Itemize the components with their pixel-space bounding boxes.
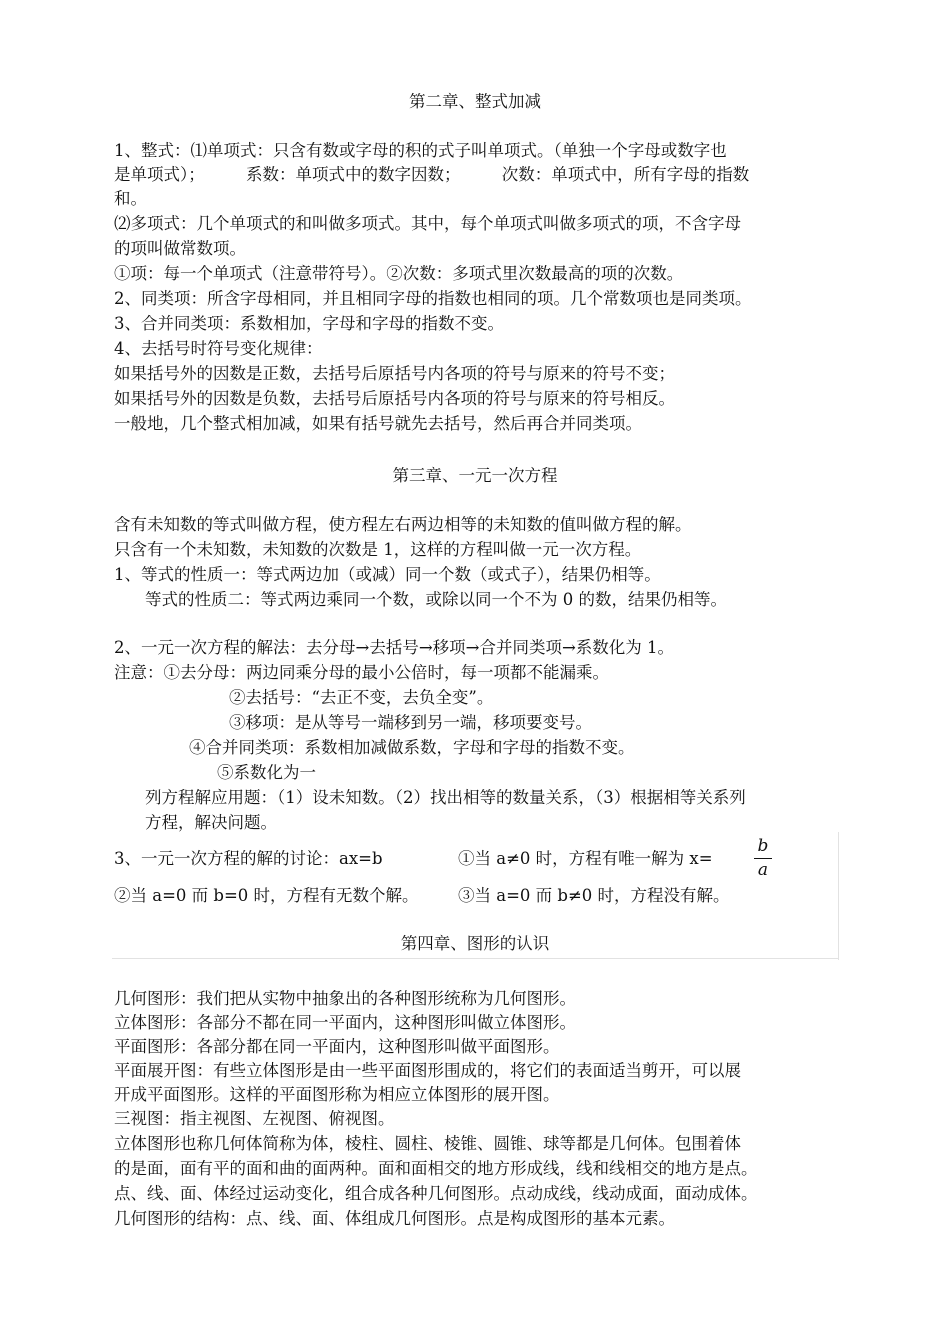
- ch3-line-2: 只含有一个未知数，未知数的次数是 1，这样的方程叫做一元一次方程。: [114, 540, 642, 559]
- ch2-line-6: ①项：每一个单项式（注意带符号）。②次数：多项式里次数最高的项的次数。: [114, 264, 684, 283]
- ch2-line-11: 如果括号外的因数是负数，去括号后原括号内各项的符号与原来的符号相反。: [114, 389, 675, 408]
- ch3-line-13-left: 3、一元一次方程的解的讨论：ax=b: [114, 849, 383, 868]
- fraction-bar: [754, 858, 772, 859]
- ch2-line-2: 是单项式）； 系数：单项式中的数字因数； 次数：单项式中，所有字母的指数: [114, 165, 750, 184]
- chapter-2-title: 第二章、整式加减: [409, 92, 541, 111]
- ch4-line-10: 几何图形的结构：点、线、面、体组成几何图形。点是构成图形的基本元素。: [114, 1209, 675, 1228]
- chapter-3-title: 第三章、一元一次方程: [392, 466, 558, 485]
- ch2-line-9: 4、去括号时符号变化规律：: [114, 339, 323, 358]
- ch2-line-8: 3、合并同类项：系数相加，字母和字母的指数不变。: [114, 314, 504, 333]
- table-border-horizontal: [112, 958, 839, 959]
- ch3-line-9: ④合并同类项：系数相加减做系数，字母和字母的指数不变。: [189, 738, 635, 757]
- ch4-line-2: 立体图形：各部分不都在同一平面内，这种图形叫做立体图形。: [114, 1013, 576, 1032]
- ch3-line-11: 列方程解应用题：（1）设未知数。（2）找出相等的数量关系，（3）根据相等关系列: [145, 788, 746, 807]
- fraction-b-over-a: [752, 836, 774, 882]
- ch3-line-1: 含有未知数的等式叫做方程，使方程左右两边相等的未知数的值叫做方程的解。: [114, 515, 692, 534]
- ch2-line-10: 如果括号外的因数是正数，去括号后原括号内各项的符号与原来的符号不变；: [114, 364, 675, 383]
- ch3-line-13-right: ①当 a≠0 时，方程有唯一解为 x=: [458, 849, 713, 868]
- ch2-line-1: 1、整式：⑴单项式：只含有数或字母的积的式子叫单项式。（单独一个字母或数字也: [114, 141, 727, 160]
- ch2-line-5: 的项叫做常数项。: [114, 239, 246, 258]
- ch3-line-8: ③移项：是从等号一端移到另一端，移项要变号。: [229, 713, 592, 732]
- ch3-line-3: 1、等式的性质一：等式两边加（或减）同一个数（或式子），结果仍相等。: [114, 565, 661, 584]
- ch3-line-10: ⑤系数化为一: [217, 763, 316, 782]
- ch3-line-6: 注意：①去分母：两边同乘分母的最小公倍时，每一项都不能漏乘。: [114, 663, 609, 682]
- ch2-line-4: ⑵多项式：几个单项式的和叫做多项式。其中，每个单项式叫做多项式的项，不含字母: [114, 214, 741, 233]
- ch4-line-9: 点、线、面、体经过运动变化，组合成各种几何图形。点动成线，线动成面，面动成体。: [114, 1184, 758, 1203]
- ch3-line-14-right: ③当 a=0 而 b≠0 时，方程没有解。: [458, 886, 730, 905]
- ch2-line-12: 一般地，几个整式相加减，如果有括号就先去括号，然后再合并同类项。: [114, 414, 642, 433]
- ch4-line-1: 几何图形：我们把从实物中抽象出的各种图形统称为几何图形。: [114, 989, 576, 1008]
- ch3-line-5: 2、一元一次方程的解法：去分母→去括号→移项→合并同类项→系数化为 1。: [114, 638, 675, 657]
- ch4-line-7: 立体图形也称几何体简称为体，棱柱、圆柱、棱锥、圆锥、球等都是几何体。包围着体: [114, 1134, 741, 1153]
- ch4-line-4: 平面展开图：有些立体图形是由一些平面图形围成的，将它们的表面适当剪开，可以展: [114, 1061, 741, 1080]
- fraction-numerator: b: [757, 836, 769, 856]
- ch2-line-7: 2、同类项：所含字母相同，并且相同字母的指数也相同的项。几个常数项也是同类项。: [114, 289, 752, 308]
- ch3-line-4: 等式的性质二：等式两边乘同一个数，或除以同一个不为 0 的数，结果仍相等。: [145, 590, 727, 609]
- ch3-line-7: ②去括号：“去正不变，去负全变”。: [229, 688, 494, 707]
- ch3-line-14-left: ②当 a=0 而 b=0 时，方程有无数个解。: [114, 886, 419, 905]
- chapter-4-title: 第四章、图形的认识: [400, 934, 550, 953]
- ch3-line-12: 方程，解决问题。: [145, 813, 277, 832]
- ch4-line-8: 的是面，面有平的面和曲的面两种。面和面相交的地方形成线，线和线相交的地方是点。: [114, 1159, 758, 1178]
- ch4-line-3: 平面图形：各部分都在同一平面内，这种图形叫做平面图形。: [114, 1037, 560, 1056]
- ch4-line-6: 三视图：指主视图、左视图、俯视图。: [114, 1109, 395, 1128]
- ch2-line-3: 和。: [114, 189, 147, 208]
- fraction-denominator: a: [757, 860, 769, 880]
- ch4-line-5: 开成平面图形。这样的平面图形称为相应立体图形的展开图。: [114, 1085, 560, 1104]
